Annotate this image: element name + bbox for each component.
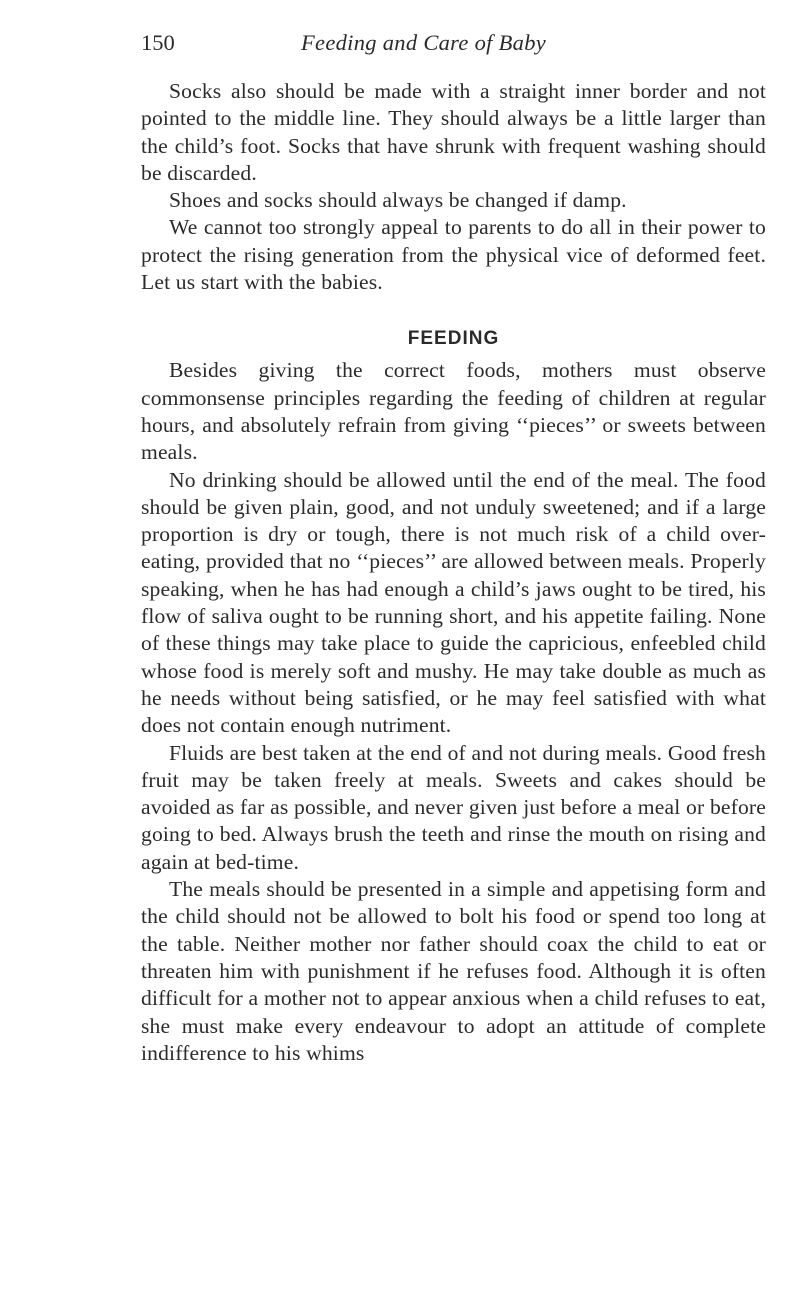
paragraph: Besides giving the correct foods, mothers must observe commonsense principles regarding the feeding of children at regular hours, and absolutely refrain from giving ‘‘pieces’’ or sweets between meals. [141,358,766,465]
page-number: 150 [141,30,175,55]
section-heading: FEEDING [407,328,500,350]
paragraph: Fluids are best taken at the end of and not during meals. Good fresh fruit may be taken freely at meals. Sweets and cakes should be avoided as far as possible, and never given just before a meal or before going to bed. Always brush the teeth and rinse the mouth on rising and again at bed-time. [141,740,766,874]
body-text [141,78,766,1067]
paragraph: Socks also should be made with a straight inner border and not pointed to the middle line. They should always be a little larger than the child’s foot. Socks that have shrunk with frequent washing should be discarded. [141,79,766,185]
paragraph: The meals should be presented in a simple and appetising form and the child should not be allowed to bolt his food or spend too long at the table. Neither mother nor father should coax the child to eat or threaten him with punishment if he refuses food. Although it is often difficult for a mother not to appear anxious when a child refuses to eat, she must make every endeavour to adopt an attitude of complete indifference to his whims [141,877,766,1065]
book-page [141,30,766,1067]
paragraph: We cannot too strongly appeal to parents to do all in their power to protect the rising generation from the physical vice of deformed feet. Let us start with the babies. [141,215,766,295]
paragraph: No drinking should be allowed until the end of the meal. The food should be given plain, good, and not unduly sweetened; and if a large proportion is dry or tough, there is not much risk of a child over-eating, provided that no ‘‘pieces’’ are allowed between meals. Properly speaking, when he has had enough a child’s jaws ought to be tired, his flow of saliva ought to be running short, and his appetite failing. None of these things may take place to guide the capricious, enfeebled child whose food is merely soft and mushy. He may take double as much as he needs without being satisfied, or he may feel satisfied with what does not contain enough nutriment. [141,467,766,738]
running-head [141,30,766,66]
running-title: Feeding and Care of Baby [301,30,547,55]
paragraph: Shoes and socks should always be changed if damp. [169,188,627,213]
